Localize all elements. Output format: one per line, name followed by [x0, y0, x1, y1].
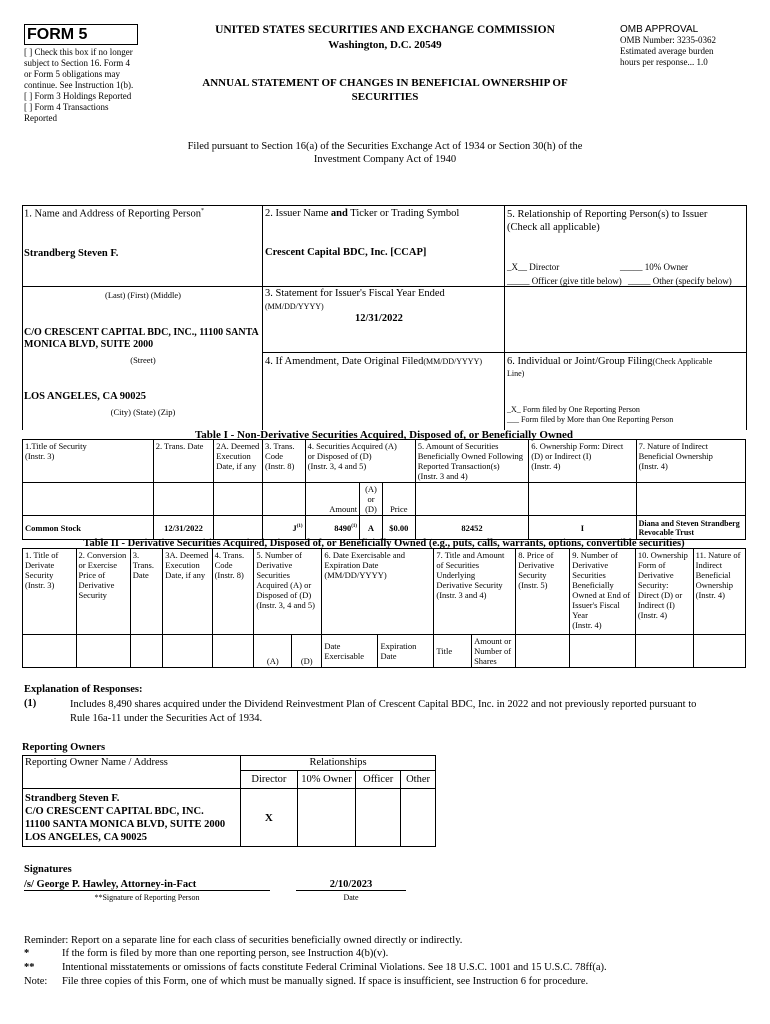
box5-label-text: (Check all applicable): [507, 222, 600, 233]
other-checkbox[interactable]: _____ Other (specify below): [628, 276, 732, 286]
owners-col-relationships: Relationships: [241, 756, 436, 771]
grid-line: [262, 205, 263, 430]
t1-col-acquired: 4. Securities Acquired (A) or Disposed of (D) (Instr. 3, 4 and 5): [305, 440, 415, 483]
box4-label-text: 4. If Amendment, Date Original Filed: [265, 356, 424, 367]
statement-title-line2: SECURITIES: [351, 91, 419, 103]
t2-col-conversion: 2. Conversion or Exercise Price of Derivative Security: [76, 549, 130, 635]
signatures-heading: Signatures: [24, 864, 72, 875]
footnote-line: Rule 16a-11 under the Securities Act of 1934.: [70, 713, 263, 724]
box2-label-text: Ticker or Trading Symbol: [347, 208, 460, 219]
signer-caption: **Signature of Reporting Person: [94, 893, 200, 902]
footnote-ref: (1): [351, 524, 358, 530]
box2-label-text: 2. Issuer Name: [265, 208, 331, 219]
t2-col-code: 4. Trans. Code (Instr. 8): [212, 549, 254, 635]
t1-col-form: 6. Ownership Form: Direct (D) or Indirect (I) (Instr. 4): [529, 440, 636, 483]
check-line[interactable]: [ ] Form 4 Transactions: [24, 102, 109, 112]
t2-sub-exercisable: Date Exercisable: [322, 635, 378, 668]
box3-label: 3. Statement for Issuer's Fiscal Year Ended: [265, 288, 445, 299]
director-checkbox[interactable]: _X__ Director: [507, 262, 560, 272]
owners-col-other: Other: [401, 771, 436, 789]
omb-burden: hours per response... 1.0: [620, 57, 708, 67]
owner-name-address: [23, 789, 241, 847]
owners-col-ten-pct: 10% Owner: [297, 771, 356, 789]
t1-code-value: J: [292, 522, 297, 533]
t2-col-deemed: 3A. Deemed Execution Date, if any: [163, 549, 212, 635]
footnote-dstar: **: [24, 962, 35, 973]
filing-one-person[interactable]: _X_ Form filed by One Reporting Person: [507, 405, 640, 414]
box4-label: [265, 356, 482, 367]
owners-col-director: Director: [241, 771, 298, 789]
t2-col-owned: 9. Number of Derivative Securities Beneficially Owned at End of Issuer's Fiscal Year (Instr. 4): [570, 549, 636, 635]
filed-line: Investment Company Act of 1940: [313, 154, 457, 165]
grid-line: [262, 352, 746, 353]
owner-name: Strandberg Steven F.: [25, 792, 120, 804]
fiscal-year-end: 12/31/2022: [355, 313, 403, 324]
box6-label: [507, 356, 745, 380]
omb-number: OMB Number: 3235-0362: [620, 35, 716, 45]
issuer-name: Crescent Capital BDC, Inc. [CCAP]: [265, 247, 427, 258]
box1-label-text: 1. Name and Address of Reporting Person: [24, 208, 202, 220]
t2-col-title: 1. Title of Derivate Security (Instr. 3): [23, 549, 77, 635]
check-box-notes: [24, 47, 154, 124]
t1-aord: A: [360, 516, 383, 540]
box4-sub: (MM/DD/YYYY): [423, 357, 483, 366]
box5-label: [507, 208, 707, 234]
footnote-star: *: [24, 948, 30, 959]
check-line: subject to Section 16. Form 4: [24, 58, 130, 68]
table1-title: Table I - Non-Derivative Securities Acquired, Disposed of, or Beneficially Owned: [194, 429, 574, 441]
owner-director-mark: X: [241, 789, 298, 847]
t1-col-nature: 7. Nature of Indirect Beneficial Ownership (Instr. 4): [636, 440, 745, 483]
owners-col-name: Reporting Owner Name / Address: [23, 756, 241, 789]
t1-nature: Diana and Steven Strandberg Revocable Trust: [636, 516, 745, 540]
table1: [22, 439, 746, 540]
owners-col-officer: Officer: [356, 771, 401, 789]
box3-sub: (MM/DD/YYYY): [265, 302, 324, 311]
note-label: Note:: [24, 976, 48, 987]
check-line[interactable]: [ ] Form 3 Holdings Reported: [24, 91, 132, 101]
officer-checkbox[interactable]: _____ Officer (give title below): [507, 276, 622, 286]
t1-col-date: 2. Trans. Date: [153, 440, 214, 483]
signature-date: 2/10/2023: [296, 879, 406, 891]
t2-col-form: 10. Ownership Form of Derivative Security: Direct (D) or Indirect (I) (Instr. 4): [635, 549, 693, 635]
footnote-dstar-text: Intentional misstatements or omissions of facts constitute Federal Criminal Violations. See 18 U.S.C. 1001 and 15 U.S.C. 78ff(a).: [62, 962, 607, 973]
agency-location: Washington, D.C. 20549: [328, 39, 442, 51]
street-caption: (Street): [130, 355, 156, 365]
t1-sub-aord: (A) or (D): [360, 483, 383, 516]
note-text: File three copies of this Form, one of which must be manually signed. If space is insufficient, see Instruction 6 for procedure.: [62, 976, 589, 987]
check-line: or Form 5 obligations may: [24, 69, 120, 79]
box6-sub: Line): [507, 369, 525, 378]
grid-line: [504, 205, 505, 430]
box2-label: [265, 208, 459, 219]
reporting-person-street: C/O CRESCENT CAPITAL BDC, INC., 11100 SANTA MONICA BLVD, SUITE 2000: [24, 327, 259, 350]
grid-line: [262, 286, 504, 287]
t1-security: Common Stock: [23, 516, 154, 540]
reporting-owners-table: [22, 755, 436, 847]
t1-col-owned: 5. Amount of Securities Beneficially Owned Following Reported Transaction(s) (Instr. 3 and 4): [415, 440, 529, 483]
omb-burden: Estimated average burden: [620, 46, 714, 56]
t2-sub-amount: Amount or Number of Shares: [472, 635, 516, 668]
box1-label: [24, 208, 204, 220]
check-line: continue. See Instruction 1(b).: [24, 80, 134, 90]
t1-form: I: [529, 516, 636, 540]
t2-sub-d: (D): [292, 635, 322, 668]
filing-multi-person[interactable]: ___ Form filed by More than One Reporting Person: [507, 415, 674, 424]
grid-line: [22, 205, 746, 206]
table2-title: Table II - Derivative Securities Acquired, Disposed of, or Beneficially Owned (e.g., puts, calls, warrants, options, convertible securities): [83, 538, 685, 549]
table-row: [23, 789, 436, 847]
owner-address-line: C/O CRESCENT CAPITAL BDC, INC.: [25, 805, 204, 817]
owner-address-line: 11100 SANTA MONICA BLVD, SUITE 2000: [25, 818, 226, 830]
footnote-line: Includes 8,490 shares acquired under the Dividend Reinvestment Plan of Crescent Capital BDC, Inc. in 2022 and not previously reported pursuant to: [70, 699, 697, 710]
signature-date-caption: Date: [343, 893, 359, 902]
t1-amount-value: 8490: [334, 522, 352, 533]
filed-pursuant-text: [140, 140, 630, 166]
table2: [22, 548, 746, 668]
t1-sub-amount: Amount: [305, 483, 359, 516]
t2-col-price: 8. Price of Derivative Security (Instr. 5): [516, 549, 570, 635]
footnote-number: (1): [24, 698, 37, 709]
t2-col-date: 3. Trans. Date: [130, 549, 163, 635]
box2-label-and: and: [330, 208, 348, 219]
box5-label-text: 5. Relationship of Reporting Person(s) to Issuer: [507, 209, 708, 220]
box1-marker: *: [201, 208, 205, 214]
t2-col-number: 5. Number of Derivative Securities Acquired (A) or Disposed of (D) (Instr. 3, 4 and 5): [254, 549, 322, 635]
t1-col-code: 3. Trans. Code (Instr. 8): [263, 440, 306, 483]
t2-sub-a: (A): [254, 635, 292, 668]
filed-line: Filed pursuant to Section 16(a) of the Securities Exchange Act of 1934 or Section 30(h) of the: [187, 141, 583, 152]
form-title-box: [24, 24, 138, 45]
omb-approval: [620, 24, 760, 68]
reminder-text: Reminder: Report on a separate line for each class of securities beneficially owned directly or indirectly.: [24, 935, 463, 946]
t1-amount: [305, 516, 359, 540]
footnote-ref: (1): [296, 524, 303, 530]
check-line: Reported: [24, 113, 57, 123]
grid-line: [22, 205, 23, 430]
footnote-text: [70, 698, 750, 726]
agency-name: UNITED STATES SECURITIES AND EXCHANGE COMMISSION: [215, 24, 555, 36]
form-title: FORM 5: [27, 26, 88, 43]
t2-sub-title: Title: [434, 635, 472, 668]
t1-code: [263, 516, 306, 540]
owner-address-line: LOS ANGELES, CA 90025: [25, 831, 147, 843]
t2-col-nature: 11. Nature of Indirect Beneficial Ownership (Instr. 4): [693, 549, 745, 635]
t1-price: $0.00: [382, 516, 415, 540]
grid-line: [746, 205, 747, 430]
explanation-heading: Explanation of Responses:: [24, 684, 143, 695]
table-row: [23, 516, 746, 540]
city-caption: (City) (State) (Zip): [110, 407, 176, 417]
t2-col-exercisable: 6. Date Exercisable and Expiration Date (MM/DD/YYYY): [322, 549, 434, 635]
reporting-person-city: LOS ANGELES, CA 90025: [24, 391, 146, 402]
t2-col-underlying: 7. Title and Amount of Securities Underlying Derivative Security (Instr. 3 and 4): [434, 549, 516, 635]
footnote-star-text: If the form is filed by more than one reporting person, see Instruction 4(b)(v).: [62, 948, 389, 959]
ten-pct-owner-checkbox[interactable]: _____ 10% Owner: [620, 262, 688, 272]
t1-sub-price: Price: [382, 483, 415, 516]
box6-sub: (Check Applicable: [652, 357, 713, 366]
omb-title: OMB APPROVAL: [620, 24, 699, 35]
reporting-owners-heading: Reporting Owners: [22, 742, 106, 753]
name-caption: (Last) (First) (Middle): [104, 290, 181, 300]
t1-date: 12/31/2022: [153, 516, 214, 540]
statement-title-line1: ANNUAL STATEMENT OF CHANGES IN BENEFICIAL OWNERSHIP OF: [202, 77, 568, 89]
t1-col-title: 1.Title of Security (Instr. 3): [23, 440, 154, 483]
grid-line: [22, 286, 262, 287]
check-line[interactable]: [ ] Check this box if no longer: [24, 47, 133, 57]
box6-label-text: 6. Individual or Joint/Group Filing: [507, 356, 653, 367]
t1-owned: 82452: [415, 516, 529, 540]
t1-col-deemed: 2A. Deemed Execution Date, if any: [214, 440, 263, 483]
reporting-person-name: Strandberg Steven F.: [24, 248, 119, 259]
signer-name: /s/ George P. Hawley, Attorney-in-Fact: [24, 879, 270, 891]
t2-sub-expiration: Expiration Date: [378, 635, 434, 668]
